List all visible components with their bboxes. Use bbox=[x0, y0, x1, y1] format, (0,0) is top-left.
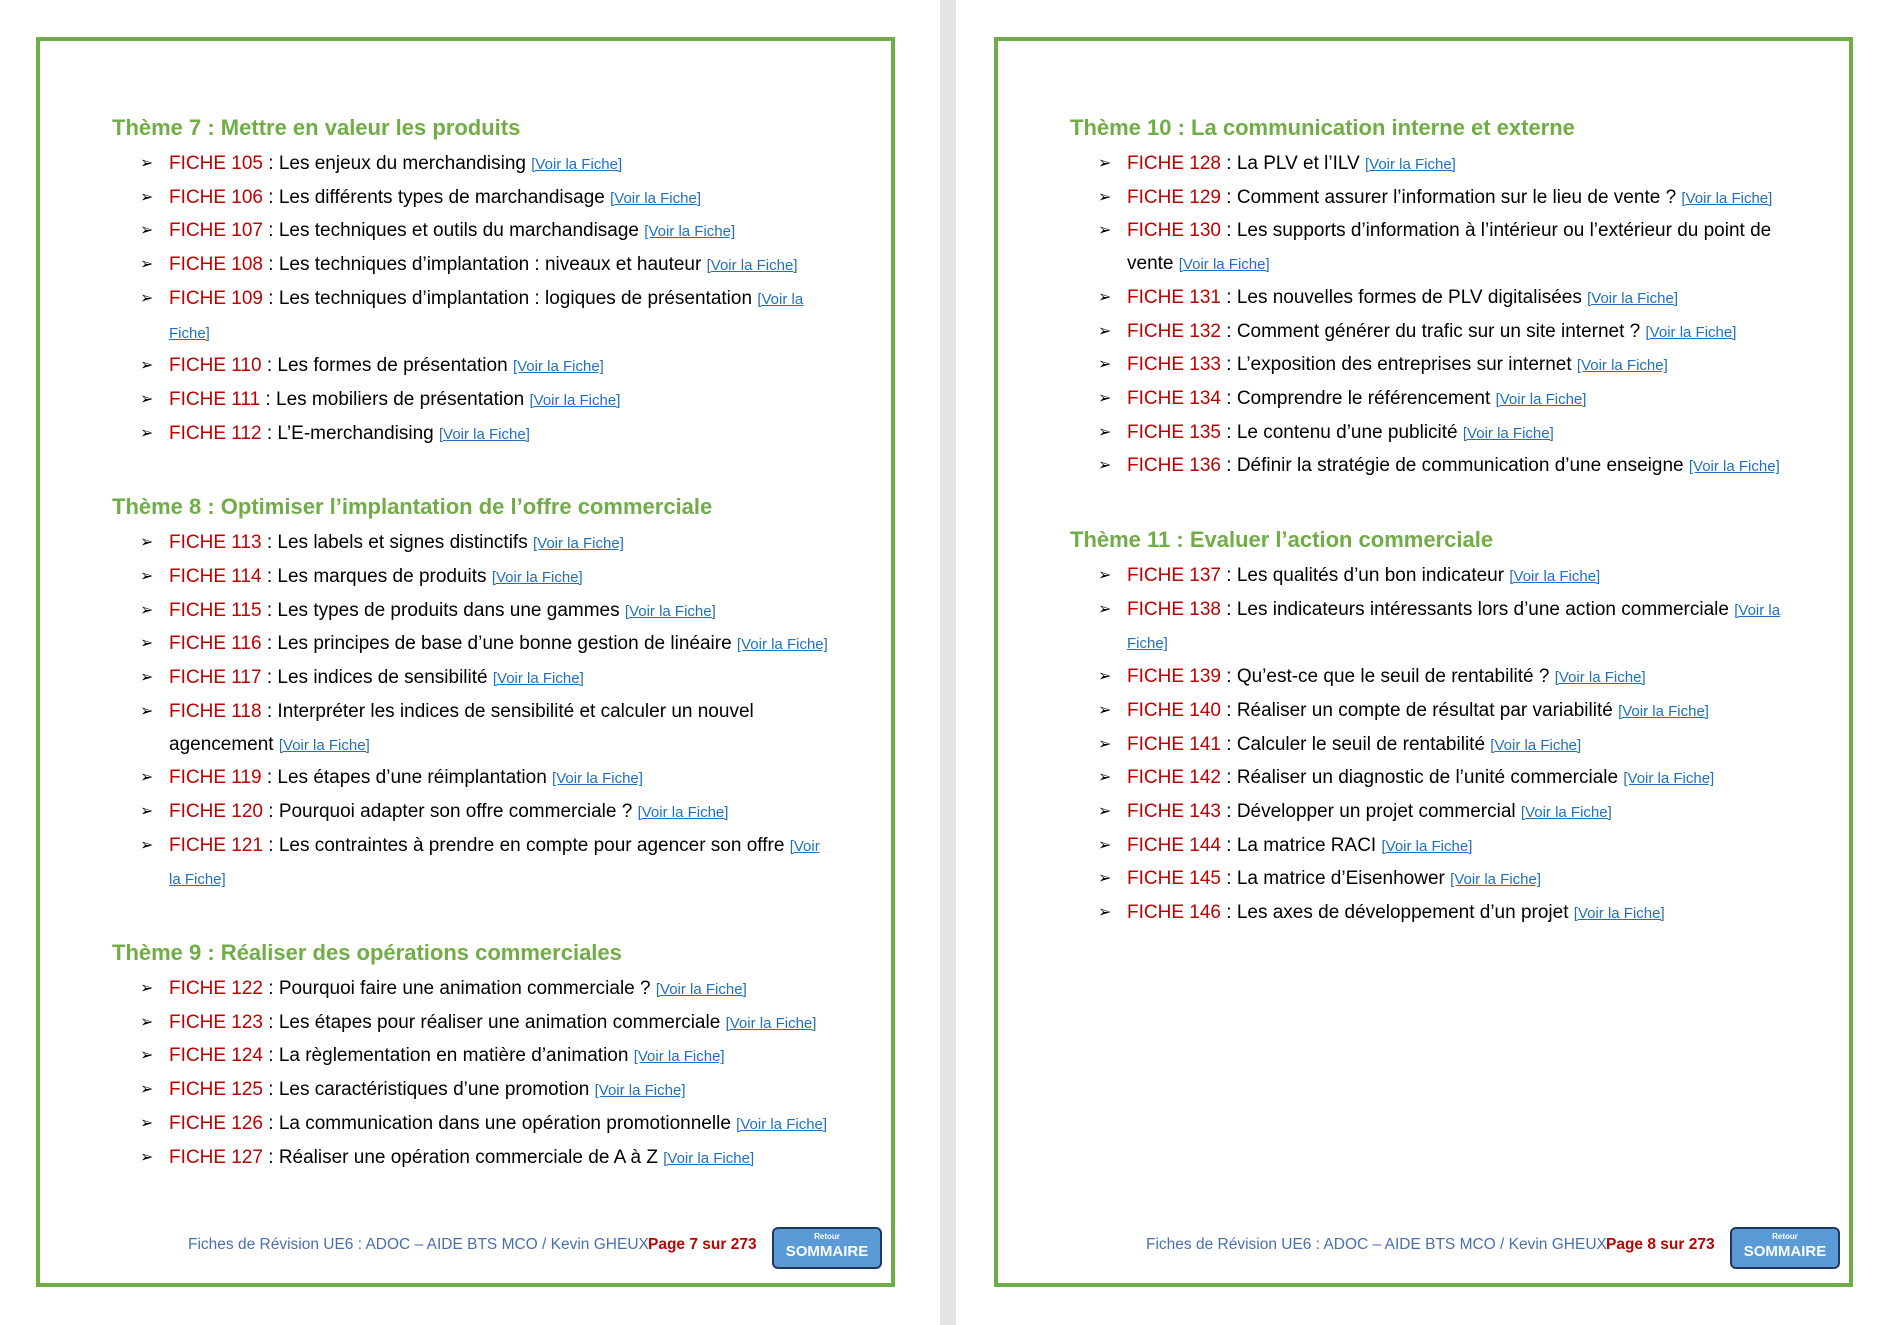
voir-la-fiche-link[interactable]: [Voir la Fiche] bbox=[169, 290, 804, 342]
voir-la-fiche-link[interactable]: [Voir la Fiche] bbox=[1381, 837, 1473, 855]
button-small-label: Retour bbox=[1772, 1232, 1798, 1241]
voir-la-fiche-link[interactable]: [Voir la Fiche] bbox=[1178, 256, 1270, 274]
fiche-number: FICHE 139 bbox=[1127, 666, 1221, 688]
voir-la-fiche-link[interactable]: [Voir la Fiche] bbox=[633, 1048, 725, 1066]
fiche-item bbox=[112, 1074, 832, 1108]
arrow-bullet-icon: ➢ bbox=[140, 1013, 154, 1031]
theme-title: Thème 11 : Evaluer l’action commerciale bbox=[1070, 527, 1494, 553]
fiche-number: FICHE 118 bbox=[169, 700, 262, 722]
fiche-item bbox=[1070, 661, 1790, 695]
fiche-number: FICHE 106 bbox=[169, 186, 263, 208]
fiche-number: FICHE 145 bbox=[1127, 868, 1221, 890]
arrow-bullet-icon: ➢ bbox=[1098, 735, 1112, 753]
arrow-bullet-icon: ➢ bbox=[1098, 769, 1112, 787]
fiche-title: : Réaliser un diagnostic de l’unité commerciale bbox=[1220, 767, 1624, 789]
fiche-number: FICHE 110 bbox=[169, 355, 262, 377]
arrow-bullet-icon: ➢ bbox=[1098, 870, 1112, 888]
fiche-title: : Les étapes pour réaliser une animation commerciale bbox=[262, 1011, 726, 1033]
fiche-title: : Les principes de base d’une bonne gestion de linéaire bbox=[261, 633, 737, 655]
retour-sommaire-button[interactable] bbox=[1730, 1227, 1840, 1269]
fiche-item bbox=[1070, 729, 1790, 763]
arrow-bullet-icon: ➢ bbox=[140, 155, 154, 172]
theme-section bbox=[1070, 114, 1790, 484]
arrow-bullet-icon: ➢ bbox=[140, 534, 154, 552]
arrow-bullet-icon: ➢ bbox=[1098, 423, 1112, 441]
fiche-number: FICHE 142 bbox=[1127, 767, 1221, 789]
fiche-title: : Les mobiliers de présentation bbox=[260, 388, 530, 410]
theme-section bbox=[112, 939, 832, 1175]
fiche-title: : Les étapes d’une réimplantation bbox=[261, 767, 553, 789]
fiche-item bbox=[112, 384, 832, 418]
fiche-item bbox=[1070, 560, 1790, 594]
fiche-list bbox=[112, 527, 832, 897]
fiche-title: : Pourquoi adapter son offre commerciale ? bbox=[262, 800, 638, 822]
voir-la-fiche-link[interactable]: [Voir la Fiche] bbox=[1450, 871, 1542, 889]
voir-la-fiche-link[interactable]: [Voir la Fiche] bbox=[1681, 189, 1773, 207]
fiche-title: : Développer un projet commercial bbox=[1220, 800, 1521, 822]
page-number: Page 7 sur 273 bbox=[648, 1236, 757, 1253]
fiche-number: FICHE 144 bbox=[1127, 834, 1221, 856]
button-main-label: SOMMAIRE bbox=[1743, 1243, 1827, 1260]
fiche-item bbox=[112, 628, 832, 662]
arrow-bullet-icon: ➢ bbox=[1098, 188, 1112, 206]
fiche-item bbox=[112, 1108, 832, 1142]
fiche-title: : La règlementation en matière d’animation bbox=[262, 1045, 634, 1067]
fiche-number: FICHE 141 bbox=[1127, 733, 1221, 755]
fiche-item bbox=[1070, 796, 1790, 830]
voir-la-fiche-link[interactable]: [Voir la Fiche] bbox=[531, 156, 623, 173]
fiche-number: FICHE 136 bbox=[1127, 455, 1221, 477]
voir-la-fiche-link[interactable]: [Voir la Fiche] bbox=[1645, 323, 1737, 341]
fiche-number: FICHE 116 bbox=[169, 633, 262, 655]
fiche-number: FICHE 134 bbox=[1127, 387, 1221, 409]
voir-la-fiche-link[interactable]: [Voir la Fiche] bbox=[439, 425, 530, 443]
fiche-title: : Les enjeux du merchandising bbox=[262, 153, 532, 174]
document-page-8 bbox=[994, 37, 1853, 1287]
voir-la-fiche-link[interactable]: [Voir la Fiche] bbox=[655, 981, 747, 999]
arrow-bullet-icon: ➢ bbox=[140, 1081, 154, 1099]
fiche-number: FICHE 112 bbox=[169, 422, 262, 444]
page-gutter bbox=[940, 0, 956, 1325]
arrow-bullet-icon: ➢ bbox=[140, 289, 154, 307]
arrow-bullet-icon: ➢ bbox=[1098, 836, 1112, 854]
voir-la-fiche-link[interactable]: [Voir la Fiche] bbox=[1587, 289, 1678, 307]
fiche-title: : L’E-merchandising bbox=[261, 422, 439, 444]
fiche-title: : Les nouvelles formes de PLV digitalisées bbox=[1220, 286, 1588, 308]
fiche-item bbox=[1070, 282, 1790, 316]
fiche-item bbox=[1070, 863, 1790, 897]
arrow-bullet-icon: ➢ bbox=[140, 980, 154, 998]
fiche-item bbox=[112, 796, 832, 830]
voir-la-fiche-link[interactable]: [Voir la Fiche] bbox=[1576, 357, 1668, 375]
fiche-title: : La communication dans une opération promotionnelle bbox=[262, 1112, 737, 1134]
fiche-number: FICHE 138 bbox=[1127, 598, 1221, 620]
fiche-item bbox=[112, 148, 832, 182]
fiche-item bbox=[1070, 215, 1790, 281]
arrow-bullet-icon: ➢ bbox=[140, 635, 154, 653]
theme-title: Thème 7 : Mettre en valeur les produits bbox=[112, 115, 521, 140]
fiche-item bbox=[112, 527, 832, 561]
voir-la-fiche-link[interactable]: [Voir la Fiche] bbox=[1509, 568, 1601, 586]
fiche-number: FICHE 146 bbox=[1127, 902, 1221, 924]
voir-la-fiche-link[interactable]: [Voir la Fiche] bbox=[663, 1149, 755, 1167]
fiche-number: FICHE 137 bbox=[1127, 565, 1221, 587]
fiche-number: FICHE 135 bbox=[1127, 421, 1221, 443]
document-page-7 bbox=[36, 37, 895, 1287]
fiche-title: : Les contraintes à prendre en compte pour agencer son offre bbox=[262, 834, 790, 856]
arrow-bullet-icon: ➢ bbox=[140, 390, 154, 408]
fiche-item bbox=[112, 662, 832, 696]
fiche-item bbox=[112, 1142, 832, 1176]
fiche-item bbox=[112, 595, 832, 629]
fiche-title: : Les indices de sensibilité bbox=[261, 667, 493, 689]
fiche-number: FICHE 109 bbox=[169, 287, 263, 309]
fiche-number: FICHE 125 bbox=[169, 1079, 263, 1101]
arrow-bullet-icon: ➢ bbox=[140, 188, 154, 206]
voir-la-fiche-link[interactable]: [Voir la Fiche] bbox=[533, 535, 624, 553]
button-small-label: Retour bbox=[814, 1232, 840, 1241]
fiche-title: : Les labels et signes distinctifs bbox=[261, 532, 533, 554]
fiche-title: : Les indicateurs intéressants lors d’une action commerciale bbox=[1220, 598, 1735, 620]
fiche-list bbox=[1070, 148, 1790, 484]
voir-la-fiche-link[interactable]: [Voir la Fiche] bbox=[644, 223, 736, 241]
voir-la-fiche-link[interactable]: [Voir la Fiche] bbox=[610, 189, 701, 207]
fiche-title: : Les techniques et outils du marchandisage bbox=[262, 220, 645, 242]
fiche-item bbox=[112, 1007, 832, 1041]
arrow-bullet-icon: ➢ bbox=[140, 1047, 154, 1065]
fiche-title: : L’exposition des entreprises sur internet bbox=[1220, 354, 1577, 376]
fiche-title: : Pourquoi faire une animation commerciale ? bbox=[262, 978, 656, 1000]
voir-la-fiche-link[interactable]: [Voir la Fiche] bbox=[736, 636, 828, 654]
fiche-item bbox=[112, 762, 832, 796]
arrow-bullet-icon: ➢ bbox=[1098, 222, 1112, 240]
fiche-item bbox=[112, 350, 832, 384]
fiche-title: : Interpréter les indices de sensibilité et calculer un nouvel agencement bbox=[169, 700, 754, 755]
voir-la-fiche-link[interactable]: [Voir la Fiche] bbox=[1520, 803, 1612, 821]
arrow-bullet-icon: ➢ bbox=[140, 256, 154, 274]
arrow-bullet-icon: ➢ bbox=[140, 601, 154, 619]
voir-la-fiche-link[interactable]: [Voir la Fiche] bbox=[1364, 156, 1456, 173]
fiche-number: FICHE 140 bbox=[1127, 699, 1221, 721]
arrow-bullet-icon: ➢ bbox=[1098, 288, 1112, 306]
fiche-item bbox=[1070, 316, 1790, 350]
fiche-item bbox=[112, 830, 832, 897]
arrow-bullet-icon: ➢ bbox=[140, 836, 154, 854]
fiche-title: : Définir la stratégie de communication d’une enseigne bbox=[1220, 455, 1689, 477]
fiche-number: FICHE 132 bbox=[1127, 320, 1221, 342]
fiche-number: FICHE 130 bbox=[1127, 220, 1221, 242]
fiche-title: : Les axes de développement d’un projet bbox=[1220, 902, 1574, 924]
voir-la-fiche-link[interactable]: [Voir la Fiche] bbox=[1688, 458, 1780, 476]
fiche-title: : Réaliser une opération commerciale de A à Z bbox=[262, 1146, 664, 1168]
voir-la-fiche-link[interactable]: [Voir la Fiche] bbox=[1573, 905, 1665, 923]
theme-section bbox=[112, 114, 832, 451]
fiche-title: : Les formes de présentation bbox=[261, 355, 513, 377]
arrow-bullet-icon: ➢ bbox=[1098, 155, 1112, 172]
fiche-number: FICHE 129 bbox=[1127, 186, 1221, 208]
arrow-bullet-icon: ➢ bbox=[140, 702, 154, 720]
voir-la-fiche-link[interactable]: [Voir la Fiche] bbox=[725, 1014, 817, 1032]
footer-text: Fiches de Révision UE6 : ADOC – AIDE BTS MCO / Kevin GHEUX bbox=[188, 1236, 649, 1253]
arrow-bullet-icon: ➢ bbox=[140, 222, 154, 240]
fiche-item bbox=[1070, 148, 1790, 182]
voir-la-fiche-link[interactable]: [Voir la Fiche] bbox=[1623, 770, 1715, 788]
page-content bbox=[112, 114, 832, 1217]
arrow-bullet-icon: ➢ bbox=[1098, 457, 1112, 475]
page-footer bbox=[40, 1234, 891, 1278]
arrow-bullet-icon: ➢ bbox=[140, 1148, 154, 1166]
theme-title: Thème 8 : Optimiser l’implantation de l’offre commerciale bbox=[112, 494, 713, 520]
fiche-title: : Qu’est-ce que le seuil de rentabilité ? bbox=[1220, 666, 1555, 688]
fiche-item bbox=[1070, 383, 1790, 417]
fiche-item bbox=[1070, 695, 1790, 729]
fiche-number: FICHE 114 bbox=[169, 566, 262, 588]
fiche-title: : La PLV et l’ILV bbox=[1220, 153, 1365, 174]
fiche-title: : Calculer le seuil de rentabilité bbox=[1220, 733, 1491, 755]
fiche-title: : La matrice RACI bbox=[1220, 834, 1382, 856]
arrow-bullet-icon: ➢ bbox=[1098, 322, 1112, 340]
voir-la-fiche-link[interactable]: [Voir la Fiche] bbox=[1618, 702, 1709, 720]
fiche-item bbox=[1070, 897, 1790, 931]
fiche-number: FICHE 143 bbox=[1127, 800, 1221, 822]
arrow-bullet-icon: ➢ bbox=[1098, 356, 1112, 374]
fiche-number: FICHE 122 bbox=[169, 978, 263, 1000]
fiche-number: FICHE 128 bbox=[1127, 153, 1221, 174]
voir-la-fiche-link[interactable]: [Voir la Fiche] bbox=[552, 770, 643, 788]
voir-la-fiche-link[interactable]: [Voir la Fiche] bbox=[736, 1115, 828, 1133]
arrow-bullet-icon: ➢ bbox=[1098, 904, 1112, 922]
fiche-number: FICHE 126 bbox=[169, 1112, 263, 1134]
fiche-title: : Les différents types de marchandisage bbox=[262, 186, 611, 208]
voir-la-fiche-link[interactable]: [Voir la Fiche] bbox=[169, 837, 820, 889]
arrow-bullet-icon: ➢ bbox=[140, 357, 154, 375]
fiche-item bbox=[112, 1040, 832, 1074]
fiche-item bbox=[1070, 830, 1790, 864]
fiche-title: : Les types de produits dans une gammes bbox=[261, 599, 625, 621]
arrow-bullet-icon: ➢ bbox=[140, 669, 154, 687]
voir-la-fiche-link[interactable]: [Voir la Fiche] bbox=[624, 602, 716, 620]
fiche-title: : Comment générer du trafic sur un site internet ? bbox=[1220, 320, 1646, 342]
fiche-title: : La matrice d’Eisenhower bbox=[1220, 868, 1451, 890]
fiche-title: : Comprendre le référencement bbox=[1220, 387, 1496, 409]
fiche-number: FICHE 115 bbox=[169, 599, 262, 621]
page-footer bbox=[998, 1234, 1849, 1278]
fiche-number: FICHE 111 bbox=[169, 388, 261, 410]
arrow-bullet-icon: ➢ bbox=[1098, 567, 1112, 585]
fiche-number: FICHE 105 bbox=[169, 153, 263, 174]
fiche-number: FICHE 120 bbox=[169, 800, 263, 822]
arrow-bullet-icon: ➢ bbox=[1098, 600, 1112, 618]
voir-la-fiche-link[interactable]: [Voir la Fiche] bbox=[1495, 390, 1587, 408]
fiche-item bbox=[112, 249, 832, 283]
voir-la-fiche-link[interactable]: [Voir la Fiche] bbox=[1127, 601, 1781, 653]
fiche-title: : Les techniques d’implantation : logiques de présentation bbox=[262, 287, 758, 309]
fiche-item bbox=[112, 418, 832, 452]
theme-section bbox=[112, 493, 832, 897]
theme-title: Thème 10 : La communication interne et externe bbox=[1070, 115, 1575, 140]
fiche-number: FICHE 124 bbox=[169, 1045, 263, 1067]
page-number: Page 8 sur 273 bbox=[1606, 1236, 1715, 1253]
fiche-title: : Les caractéristiques d’une promotion bbox=[262, 1079, 595, 1101]
voir-la-fiche-link[interactable]: [Voir la Fiche] bbox=[1462, 424, 1554, 442]
fiche-item bbox=[112, 283, 832, 350]
arrow-bullet-icon: ➢ bbox=[140, 424, 154, 442]
fiche-item bbox=[112, 182, 832, 216]
fiche-item bbox=[112, 973, 832, 1007]
fiche-number: FICHE 113 bbox=[169, 532, 262, 554]
voir-la-fiche-link[interactable]: [Voir la Fiche] bbox=[278, 736, 370, 754]
fiche-list bbox=[112, 973, 832, 1175]
fiche-title: : Le contenu d’une publicité bbox=[1220, 421, 1463, 443]
fiche-item bbox=[1070, 349, 1790, 383]
fiche-item bbox=[112, 696, 832, 762]
footer-text: Fiches de Révision UE6 : ADOC – AIDE BTS MCO / Kevin GHEUX bbox=[1146, 1236, 1607, 1253]
fiche-title: : Les marques de produits bbox=[261, 566, 492, 588]
voir-la-fiche-link[interactable]: [Voir la Fiche] bbox=[529, 391, 621, 409]
fiche-number: FICHE 119 bbox=[169, 767, 262, 789]
fiche-item bbox=[1070, 762, 1790, 796]
fiche-number: FICHE 121 bbox=[169, 834, 263, 856]
fiche-title: : Les supports d’information à l’intérieur ou l’extérieur du point de vente bbox=[1127, 220, 1772, 275]
arrow-bullet-icon: ➢ bbox=[140, 802, 154, 820]
voir-la-fiche-link[interactable]: [Voir la Fiche] bbox=[512, 358, 604, 376]
arrow-bullet-icon: ➢ bbox=[1098, 389, 1112, 407]
arrow-bullet-icon: ➢ bbox=[1098, 802, 1112, 820]
voir-la-fiche-link[interactable]: [Voir la Fiche] bbox=[706, 257, 798, 275]
fiche-title: : Les qualités d’un bon indicateur bbox=[1220, 565, 1510, 587]
fiche-item bbox=[112, 215, 832, 249]
retour-sommaire-button[interactable] bbox=[772, 1227, 882, 1269]
arrow-bullet-icon: ➢ bbox=[140, 568, 154, 586]
arrow-bullet-icon: ➢ bbox=[140, 769, 154, 787]
fiche-number: FICHE 133 bbox=[1127, 354, 1221, 376]
fiche-title: : Comment assurer l’information sur le lieu de vente ? bbox=[1220, 186, 1682, 208]
fiche-number: FICHE 127 bbox=[169, 1146, 263, 1168]
fiche-number: FICHE 131 bbox=[1127, 286, 1221, 308]
voir-la-fiche-link[interactable]: [Voir la Fiche] bbox=[594, 1082, 686, 1100]
voir-la-fiche-link[interactable]: [Voir la Fiche] bbox=[1554, 669, 1646, 687]
arrow-bullet-icon: ➢ bbox=[140, 1114, 154, 1132]
fiche-list bbox=[112, 148, 832, 451]
fiche-list bbox=[1070, 560, 1790, 931]
voir-la-fiche-link[interactable]: [Voir la Fiche] bbox=[1490, 736, 1582, 754]
fiche-title: : Réaliser un compte de résultat par variabilité bbox=[1220, 699, 1619, 721]
theme-title: Thème 9 : Réaliser des opérations commerciales bbox=[112, 940, 622, 966]
fiche-title: : Les techniques d’implantation : niveaux et hauteur bbox=[262, 254, 707, 276]
page-content bbox=[1070, 114, 1790, 973]
fiche-item bbox=[1070, 594, 1790, 661]
voir-la-fiche-link[interactable]: [Voir la Fiche] bbox=[637, 803, 729, 821]
fiche-item bbox=[1070, 182, 1790, 216]
fiche-item bbox=[112, 561, 832, 595]
fiche-number: FICHE 117 bbox=[169, 667, 262, 689]
theme-section bbox=[1070, 526, 1790, 931]
voir-la-fiche-link[interactable]: [Voir la Fiche] bbox=[491, 569, 583, 587]
fiche-number: FICHE 107 bbox=[169, 220, 263, 242]
fiche-number: FICHE 108 bbox=[169, 254, 263, 276]
fiche-number: FICHE 123 bbox=[169, 1011, 263, 1033]
arrow-bullet-icon: ➢ bbox=[1098, 701, 1112, 719]
fiche-item bbox=[1070, 417, 1790, 451]
voir-la-fiche-link[interactable]: [Voir la Fiche] bbox=[492, 670, 584, 688]
button-main-label: SOMMAIRE bbox=[785, 1243, 869, 1260]
fiche-item bbox=[1070, 450, 1790, 484]
arrow-bullet-icon: ➢ bbox=[1098, 668, 1112, 686]
